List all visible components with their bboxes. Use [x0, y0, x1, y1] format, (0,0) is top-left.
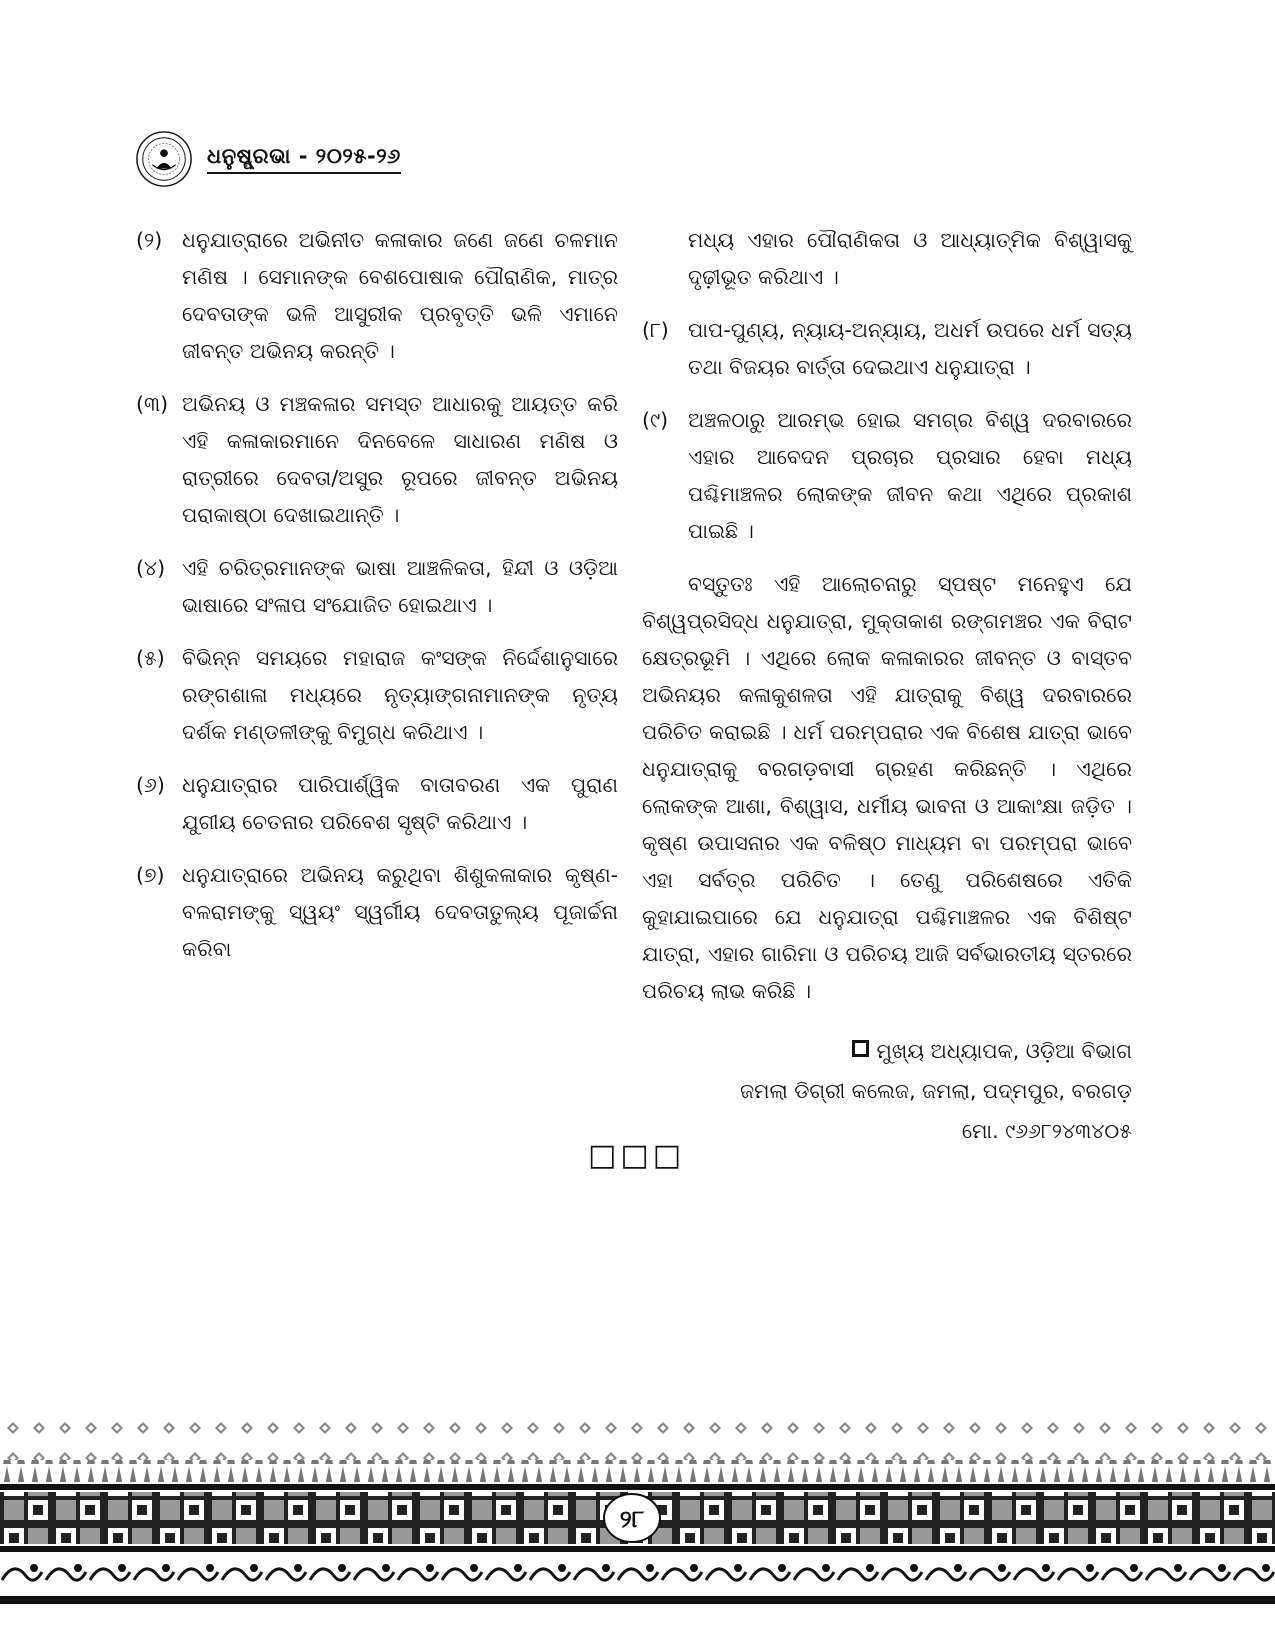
item-text: ପାପ-ପୁଣ୍ୟ, ନ୍ୟାୟ-ଅନ୍ୟାୟ, ଅଧର୍ମ ଉପରେ ଧର୍ମ ସତ୍ୟ ତଥା ବିଜୟର ବାର୍ତ୍ତା ଦେଇଥାଏ ଧନୁଯାତ୍ରା । — [688, 318, 1132, 379]
item-number: (୫) — [136, 646, 165, 670]
item-text: ଅଞ୍ଚଳଠାରୁ ଆରମ୍ଭ ହୋଇ ସମଗ୍ର ବିଶ୍ୱ ଦରବାରରେ ଏହାର ଆବେଦନ ପ୍ରଚାର ପ୍ରସାର ହେବା ମଧ୍ୟ ପଶ୍ଚିମାଞ୍ଚଳର ଲୋକଙ୍କ ଜୀବନ କଥା ଏଥିରେ ପ୍ରକାଶ ପାଇଛି । — [688, 408, 1132, 543]
page-number: ୨୮ — [619, 1505, 645, 1533]
page-header — [135, 130, 401, 188]
list-item — [136, 857, 618, 968]
list-item — [136, 640, 618, 751]
list-item — [136, 767, 618, 841]
list-item — [136, 550, 618, 624]
item-number: (୬) — [136, 773, 165, 797]
item-number: (୭) — [136, 863, 165, 887]
right-column — [642, 222, 1132, 1151]
item-text: ଧନୁଯାତ୍ରାରେ ଅଭିନୟ କରୁଥିବା ଶିଶୁକଳାକାର କୃଷ୍ଣ-ବଳରାମଙ୍କୁ ସ୍ୱୟଂ ସ୍ୱର୍ଗୀୟ ଦେବତାତୁଲ୍ୟ ପୂଜାର୍ଚ୍ଚନା କରିବା — [182, 863, 618, 961]
item-text: ବିଭିନ୍ନ ସମୟରେ ମହାରାଜ କଂସଙ୍କ ନିର୍ଦ୍ଦେଶାନୁସାରେ ରଙ୍ଗଶାଳା ମଧ୍ୟରେ ନୃତ୍ୟାଙ୍ଗନାମାନଙ୍କ ନୃତ୍ୟ ଦର୍ଶକ ମଣ୍ଡଳୀଙ୍କୁ ବିମୁଗ୍ଧ କରିଥାଏ । — [182, 646, 618, 744]
left-column — [136, 222, 618, 984]
square-bullet-icon — [852, 1040, 869, 1057]
list-item — [642, 402, 1132, 550]
institution-seal-icon — [135, 130, 193, 188]
item-number: (୪) — [136, 556, 166, 580]
signature-line-phone: ମୋ. ୯୬୬୮୨୪୩୪୦୫ — [961, 1118, 1132, 1143]
author-signature — [642, 1031, 1132, 1151]
end-mark: □□□ — [588, 1138, 686, 1173]
list-item — [136, 222, 618, 370]
list-item — [136, 386, 618, 534]
decorative-footer-border — [0, 1420, 1275, 1650]
item-text: ଧନୁଯାତ୍ରାରେ ଅଭିନୀତ କଳାକାର ଜଣେ ଜଣେ ଚଳମାନ ମଣିଷ । ସେମାନଙ୍କ ବେଶପୋଷାକ ପୌରାଣିକ, ମାତ୍ର ଦେବତାଙ୍କ ଭଳି ଆସୁରୀକ ପ୍ରବୃତ୍ତି ଭଳି ଏମାନେ ଜୀବନ୍ତ ଅଭିନୟ କରନ୍ତି । — [182, 228, 618, 363]
item-text: ଧନୁଯାତ୍ରାର ପାରିପାର୍ଶ୍ୱିକ ବାତାବରଣ ଏକ ପୁରାଣ ଯୁଗୀୟ ଚେତନାର ପରିବେଶ ସୃଷ୍ଟି କରିଥାଏ । — [182, 773, 618, 834]
item-number: (୨) — [136, 228, 163, 252]
signature-line-institution: ଜମଲା ଡିଗ୍ରୀ କଲେଜ, ଜମଲା, ପଦ୍ମପୁର, ବରଗଡ଼ — [740, 1078, 1132, 1103]
list-item — [642, 312, 1132, 386]
item-number: (୩) — [136, 392, 169, 416]
magazine-title: ଧନୁଷ୍ପ୍ରଭା - ୨୦୨୫-୨୬ — [207, 144, 401, 174]
conclusion-paragraph: ବସ୍ତୁତଃ ଏହି ଆଲୋଚନାରୁ ସ୍ପଷ୍ଟ ମନେହୁଏ ଯେ ବିଶ୍ୱପ୍ରସିଦ୍ଧ ଧନୁଯାତ୍ରା, ମୁକ୍ତାକାଶ ରଙ୍ଗମଞ୍ଚର ଏକ ବିରାଟ କ୍ଷେତ୍ରଭୂମି । ଏଥିରେ ଲୋକ କଳାକାରର ଜୀବନ୍ତ ଓ ବାସ୍ତବ ଅଭିନୟର କଳାକୁଶଳତା ଏହି ଯାତ୍ରାକୁ ବିଶ୍ୱ ଦରବାରରେ ପରିଚିତ କରାଇଛି । ଧର୍ମ ପରମ୍ପରାର ଏକ ବିଶେଷ ଯାତ୍ରା ଭାବେ ଧନୁଯାତ୍ରାକୁ ବରଗଡ଼ବାସୀ ଗ୍ରହଣ କରିଛନ୍ତି । ଏଥିରେ ଲୋକଙ୍କ ଆଶା, ବିଶ୍ୱାସ, ଧର୍ମୀୟ ଭାବନା ଓ ଆକାଂକ୍ଷା ଜଡ଼ିତ । କୃଷ୍ଣ ଉପାସନାର ଏକ ବଳିଷ୍ଠ ମାଧ୍ୟମ ବା ପରମ୍ପରା ଭାବେ ଏହା ସର୍ବତ୍ର ପରିଚିତ । ତେଣୁ ପରିଶେଷରେ ଏତିକି କୁହାଯାଇପାରେ ଯେ ଧନୁଯାତ୍ରା ପଶ୍ଚିମାଞ୍ଚଳର ଏକ ବିଶିଷ୍ଟ ଯାତ୍ରା, ଏହାର ଗାରିମା ଓ ପରିଚୟ ଆଜି ସର୍ବଭାରତୀୟ ସ୍ତରରେ ପରିଚୟ ଲାଭ କରିଛି । — [642, 572, 1132, 1003]
item-text: ଅଭିନୟ ଓ ମଞ୍ଚକଳାର ସମସ୍ତ ଆଧାରକୁ ଆୟତ୍ତ କରି ଏହି କଳାକାରମାନେ ଦିନବେଳେ ସାଧାରଣ ମଣିଷ ଓ ରାତ୍ରୀରେ ଦେବତା/ଅସୁର ରୂପରେ ଜୀବନ୍ତ ଅଭିନୟ ପରାକାଷ୍ଠା ଦେଖାଇଥାନ୍ତି । — [182, 392, 618, 527]
designation-text: ମୁଖ୍ୟ ଅଧ୍ୟାପକ, ଓଡ଼ିଆ ବିଭାଗ — [876, 1038, 1132, 1063]
item-number: (୮) — [642, 318, 669, 342]
signature-line-designation — [642, 1031, 1132, 1071]
item-number: (୯) — [642, 408, 669, 432]
item-continuation: ମଧ୍ୟ ଏହାର ପୌରାଣିକତା ଓ ଆଧ୍ୟାତ୍ମିକ ବିଶ୍ୱାସକୁ ଦୃଢ଼ୀଭୂତ କରିଥାଏ । — [688, 228, 1132, 289]
item-text: ଏହି ଚରିତ୍ରମାନଙ୍କ ଭାଷା ଆଞ୍ଚଳିକତା, ହିନ୍ଦୀ ଓ ଓଡ଼ିଆ ଭାଷାରେ ସଂଳାପ ସଂଯୋଜିତ ହୋଇଥାଏ । — [182, 556, 618, 617]
